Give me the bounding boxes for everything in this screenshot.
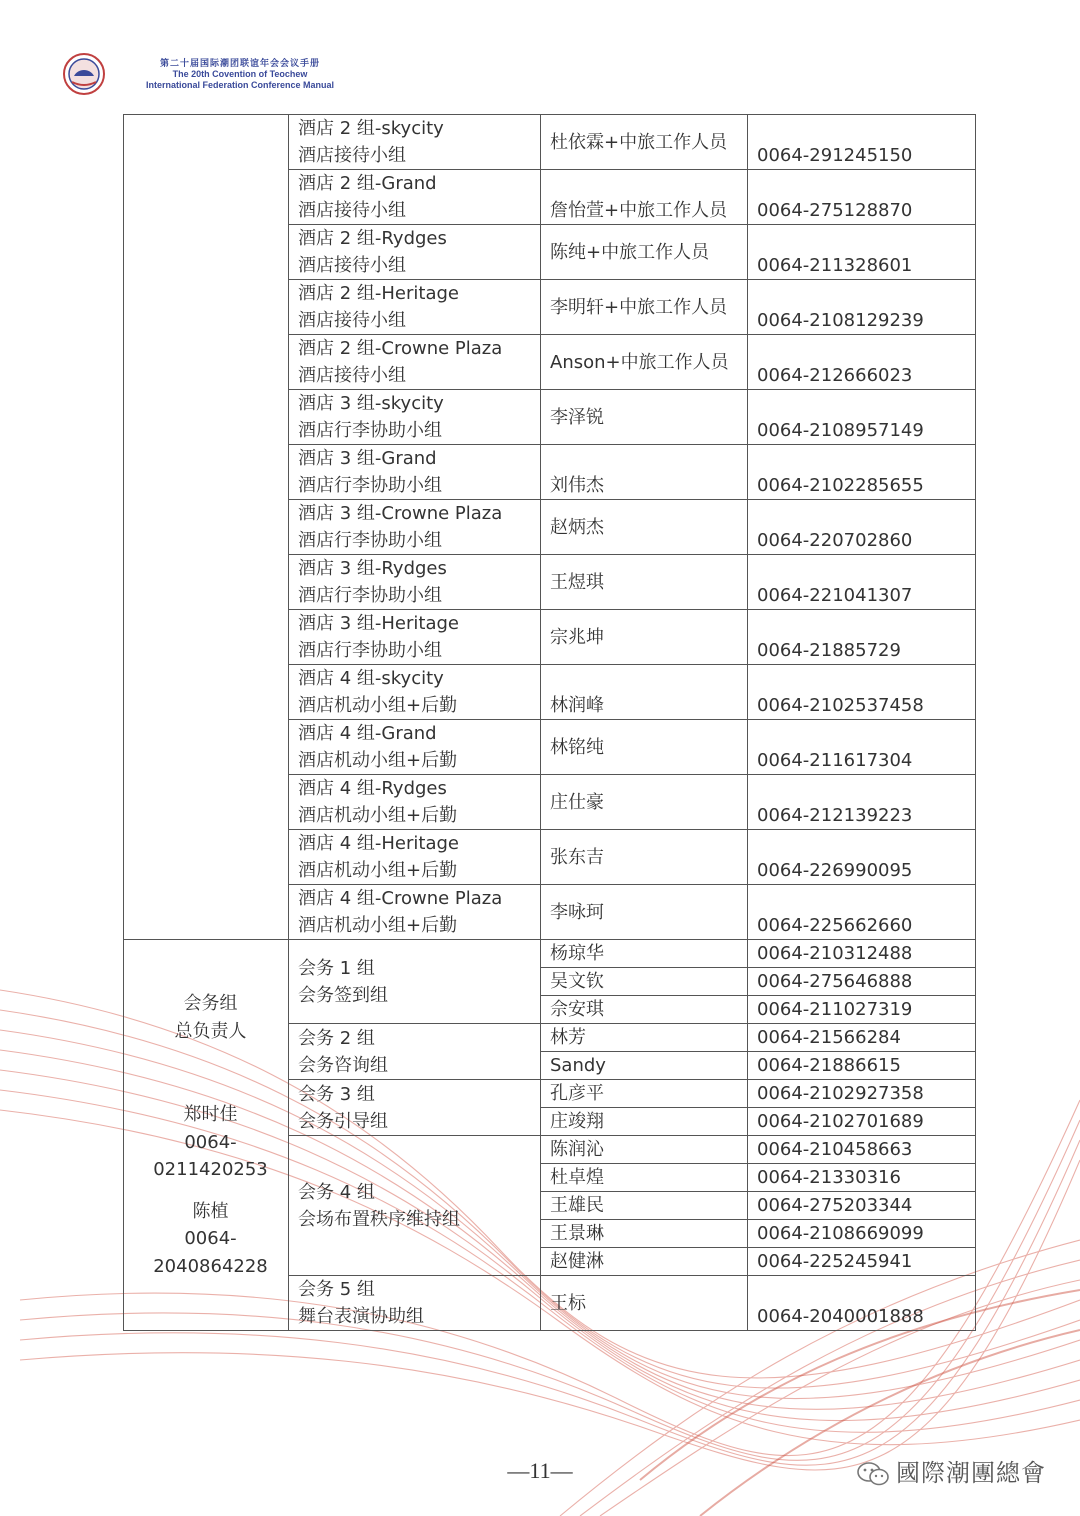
group-name: 酒店 2 组-skycity <box>298 118 444 139</box>
group-name: 酒店 3 组-Grand <box>298 448 437 469</box>
group-cell <box>289 610 541 665</box>
lead-phone: 0211420253 <box>153 1159 268 1180</box>
group-sub: 酒店接待小组 <box>298 255 406 276</box>
person-cell: 李明轩+中旅工作人员 <box>541 280 748 335</box>
convention-logo-icon <box>62 52 106 96</box>
phone-cell: 0064-211027319 <box>748 996 976 1024</box>
group-cell <box>289 225 541 280</box>
group-name: 酒店 3 组-Heritage <box>298 613 459 634</box>
group-name: 酒店 2 组-Rydges <box>298 228 447 249</box>
person-cell: 王雄民 <box>541 1192 748 1220</box>
person-cell: 宗兆坤 <box>541 610 748 665</box>
phone-cell: 0064-2108669099 <box>748 1220 976 1248</box>
phone-cell: 0064-2102537458 <box>748 665 976 720</box>
phone-cell: 0064-225245941 <box>748 1248 976 1276</box>
person-cell: 陈润沁 <box>541 1136 748 1164</box>
group-sub: 酒店行李协助小组 <box>298 420 442 441</box>
group-name: 酒店 2 组-Crowne Plaza <box>298 338 503 359</box>
phone-cell: 0064-2040001888 <box>748 1276 976 1331</box>
person-cell: 张东吉 <box>541 830 748 885</box>
group-sub: 会务引导组 <box>298 1110 388 1132</box>
group-sub: 酒店行李协助小组 <box>298 585 442 606</box>
phone-cell: 0064-212139223 <box>748 775 976 830</box>
wechat-watermark <box>856 1453 1046 1488</box>
group-name: 酒店 4 组-Rydges <box>298 778 447 799</box>
person-cell: 佘安琪 <box>541 996 748 1024</box>
person-cell: 李咏珂 <box>541 885 748 940</box>
phone-cell: 0064-275646888 <box>748 968 976 996</box>
group-cell <box>289 940 541 1024</box>
group-sub: 舞台表演协助组 <box>298 1306 424 1327</box>
person-cell: 王标 <box>541 1276 748 1331</box>
staff-contact-table <box>123 114 976 1331</box>
person-cell: 李泽锐 <box>541 390 748 445</box>
lead-name: 陈植 <box>192 1200 229 1222</box>
phone-cell: 0064-221041307 <box>748 555 976 610</box>
group-cell <box>289 280 541 335</box>
phone-cell: 0064-210458663 <box>748 1136 976 1164</box>
group-sub: 酒店接待小组 <box>298 200 406 221</box>
phone-cell: 0064-226990095 <box>748 830 976 885</box>
lead-phone: 0064- <box>184 1228 237 1249</box>
group-sub: 会场布置秩序维持组 <box>298 1208 460 1230</box>
group-sub: 酒店接待小组 <box>298 365 406 386</box>
lead-cell <box>124 940 289 1331</box>
group-name: 会务 4 组 <box>298 1181 375 1203</box>
person-cell: 赵炳杰 <box>541 500 748 555</box>
header-title-cn: 第二十届国际潮团联谊年会会议手册 <box>159 58 320 68</box>
person-cell: 王景琳 <box>541 1220 748 1248</box>
header-title-en-2: International Federation Conference Manual <box>145 80 335 90</box>
group-sub: 酒店行李协助小组 <box>298 475 442 496</box>
watermark-text: 國際潮團總會 <box>896 1459 1046 1487</box>
person-cell: 陈纯+中旅工作人员 <box>541 225 748 280</box>
person-cell: 杜卓煌 <box>541 1164 748 1192</box>
group-name: 酒店 4 组-Heritage <box>298 833 459 854</box>
empty-lead-cell <box>124 115 289 940</box>
group-sub: 酒店机动小组+后勤 <box>298 805 458 826</box>
person-cell: 杜依霖+中旅工作人员 <box>541 115 748 170</box>
group-sub: 会务咨询组 <box>298 1054 388 1076</box>
group-name: 酒店 3 组-Crowne Plaza <box>298 503 503 524</box>
header-text <box>110 58 370 91</box>
phone-cell: 0064-211328601 <box>748 225 976 280</box>
phone-cell: 0064-212666023 <box>748 335 976 390</box>
group-sub: 酒店接待小组 <box>298 145 406 166</box>
person-cell: 林润峰 <box>541 665 748 720</box>
phone-cell: 0064-2108129239 <box>748 280 976 335</box>
group-cell <box>289 1080 541 1136</box>
group-cell <box>289 775 541 830</box>
person-cell: 林芳 <box>541 1024 748 1052</box>
group-name: 酒店 4 组-skycity <box>298 668 444 689</box>
person-cell: 王煜琪 <box>541 555 748 610</box>
phone-cell: 0064-2102701689 <box>748 1108 976 1136</box>
group-name: 酒店 2 组-Heritage <box>298 283 459 304</box>
phone-cell: 0064-21566284 <box>748 1024 976 1052</box>
group-cell <box>289 335 541 390</box>
group-cell <box>289 170 541 225</box>
person-cell: 庄仕豪 <box>541 775 748 830</box>
group-sub: 酒店接待小组 <box>298 310 406 331</box>
group-sub: 酒店机动小组+后勤 <box>298 860 458 881</box>
group-name: 酒店 4 组-Grand <box>298 723 437 744</box>
phone-cell: 0064-21885729 <box>748 610 976 665</box>
group-sub: 酒店机动小组+后勤 <box>298 695 458 716</box>
person-cell: 庄竣翔 <box>541 1108 748 1136</box>
group-cell <box>289 390 541 445</box>
person-cell: 林铭纯 <box>541 720 748 775</box>
group-name: 酒店 3 组-skycity <box>298 393 444 414</box>
group-cell <box>289 720 541 775</box>
group-name: 酒店 2 组-Grand <box>298 173 437 194</box>
group-cell <box>289 1024 541 1080</box>
phone-cell: 0064-211617304 <box>748 720 976 775</box>
table-row <box>124 115 976 170</box>
lead-phone: 0064- <box>184 1131 237 1153</box>
group-sub: 酒店行李协助小组 <box>298 640 442 661</box>
phone-cell: 0064-275203344 <box>748 1192 976 1220</box>
person-cell: 孔彦平 <box>541 1080 748 1108</box>
group-cell <box>289 1276 541 1331</box>
person-cell: Sandy <box>541 1052 748 1080</box>
group-cell <box>289 1136 541 1276</box>
group-sub: 酒店机动小组+后勤 <box>298 750 458 771</box>
group-name: 会务 5 组 <box>298 1279 375 1300</box>
phone-cell: 0064-21886615 <box>748 1052 976 1080</box>
group-sub: 酒店行李协助小组 <box>298 530 442 551</box>
group-cell <box>289 885 541 940</box>
group-cell <box>289 555 541 610</box>
group-sub: 会务签到组 <box>298 984 388 1006</box>
lead-name: 郑时佳 <box>183 1104 238 1125</box>
group-cell <box>289 665 541 720</box>
person-cell: 詹怡萱+中旅工作人员 <box>541 170 748 225</box>
phone-cell: 0064-291245150 <box>748 115 976 170</box>
group-cell <box>289 115 541 170</box>
group-name: 会务 1 组 <box>298 957 375 979</box>
phone-cell: 0064-225662660 <box>748 885 976 940</box>
person-cell: 吴文钦 <box>541 968 748 996</box>
group-cell <box>289 445 541 500</box>
phone-cell: 0064-2102927358 <box>748 1080 976 1108</box>
phone-cell: 0064-21330316 <box>748 1164 976 1192</box>
group-cell <box>289 500 541 555</box>
person-cell: Anson+中旅工作人员 <box>541 335 748 390</box>
person-cell: 赵健淋 <box>541 1248 748 1276</box>
lead-phone: 2040864228 <box>153 1255 268 1277</box>
group-sub: 酒店机动小组+后勤 <box>298 915 458 936</box>
phone-cell: 0064-2102285655 <box>748 445 976 500</box>
lead-title: 总负责人 <box>174 1020 247 1042</box>
page-number: —11— <box>507 1458 573 1483</box>
group-cell <box>289 830 541 885</box>
person-cell: 杨琼华 <box>541 940 748 968</box>
group-name: 会务 3 组 <box>298 1083 375 1105</box>
wechat-icon <box>856 1461 890 1487</box>
lead-title: 会务组 <box>183 993 238 1014</box>
group-name: 酒店 3 组-Rydges <box>298 558 447 579</box>
phone-cell: 0064-220702860 <box>748 500 976 555</box>
header-title-en-1: The 20th Covention of Teochew <box>172 69 308 79</box>
phone-cell: 0064-275128870 <box>748 170 976 225</box>
table-row <box>124 940 976 968</box>
phone-cell: 0064-210312488 <box>748 940 976 968</box>
person-cell: 刘伟杰 <box>541 445 748 500</box>
group-name: 酒店 4 组-Crowne Plaza <box>298 888 503 909</box>
phone-cell: 0064-2108957149 <box>748 390 976 445</box>
group-name: 会务 2 组 <box>298 1027 375 1049</box>
